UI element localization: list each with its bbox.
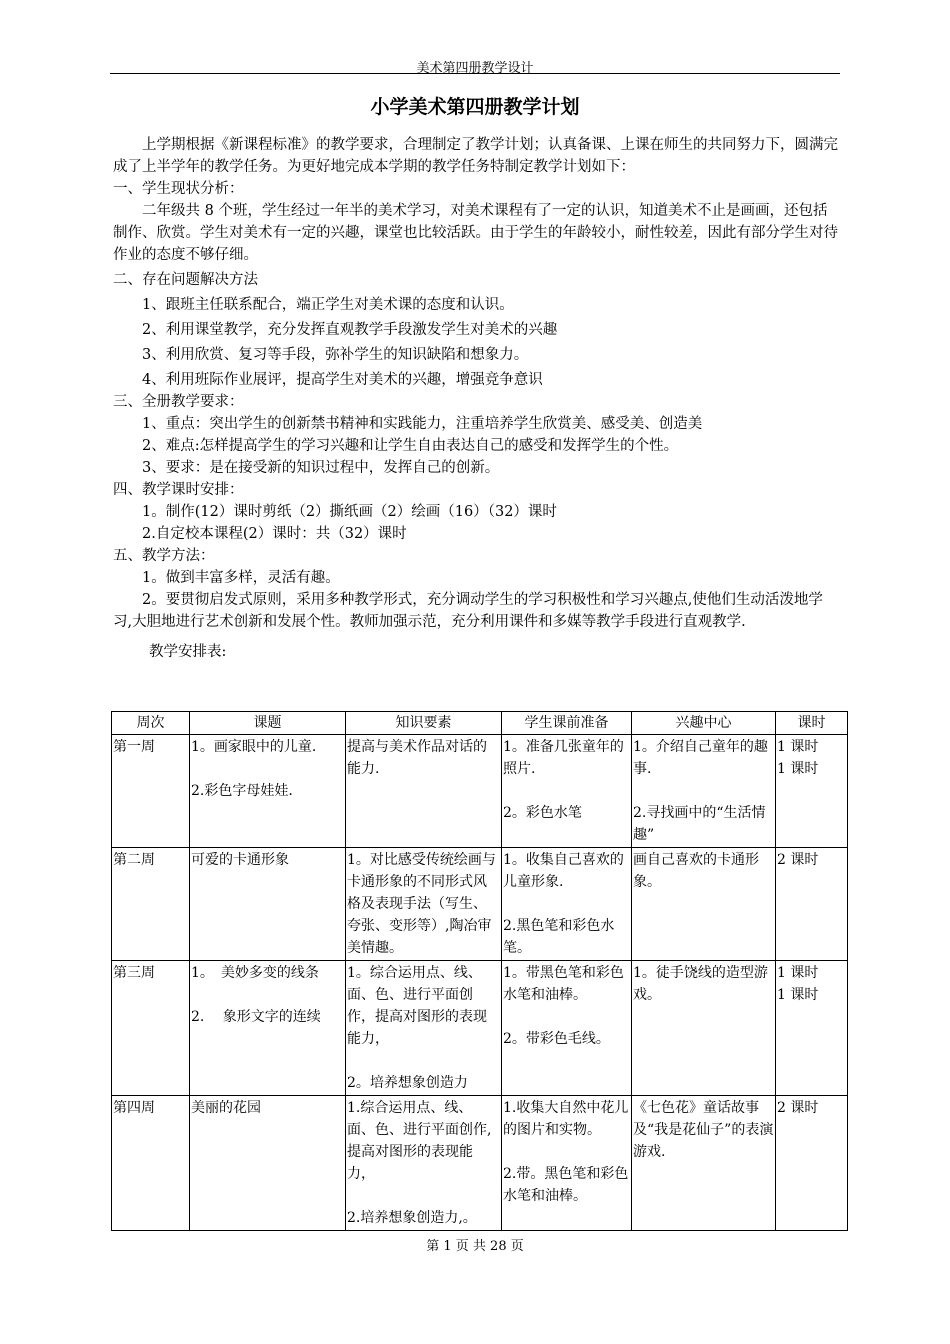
section-1-text: 二年级共 8 个班，学生经过一年半的美术学习，对美术课程有了一定的认识，知道美术不止是画画，还包括制作、欣赏。学生对美术有一定的兴趣，课堂也比较活跃。由于学生的年龄较小，耐性较差，因此有部分学生对待作业的态度不够仔细。 [113,203,838,263]
section-2-heading: 二、存在问题解决方法 [113,272,258,288]
topic-cell [190,1096,346,1231]
hours-line: 1 课时 [777,761,819,777]
hours-line: 1 课时 [777,987,819,1003]
column-header-prep: 学生课前准备 [502,712,632,735]
topic-cell [190,961,346,1096]
section-2-item: 4、利用班际作业展评，提高学生对美术的兴趣，增强竞争意识 [142,372,543,388]
prep-line: 1。收集自己喜欢的儿童形象. [503,852,624,890]
knowledge-line: 1。对比感受传统绘画与卡通形象的不同形式风格及表现手法（写生、夸张、变形等）,陶冶审美情趣。 [347,852,496,956]
knowledge-line: 1。综合运用点、线、面、色、进行平面创作，提高对图形的表现能力， [347,965,487,1047]
section-3-item: 2、难点:怎样提高学生的学习兴趣和让学生自由表达自己的感受和发挥学生的个性。 [142,438,679,454]
prep-cell [502,961,632,1096]
knowledge-cell [346,735,502,848]
prep-cell [502,848,632,961]
section-3-item: 3、要求：是在接受新的知识过程中，发挥自己的创新。 [142,460,500,476]
schedule-table [111,711,848,1231]
knowledge-line: 2。培养想象创造力 [347,1075,468,1091]
interest-line: 1。介绍自己童年的趣事. [633,739,768,777]
section-1-heading: 一、学生现状分析： [113,181,244,197]
interest-line: 1。徒手饶线的造型游戏。 [633,965,768,1003]
table-row [112,848,848,961]
week-cell: 第二周 [112,848,190,961]
section-4-heading: 四、教学课时安排： [113,482,244,498]
prep-line: 1。带黑色笔和彩色水笔和油棒。 [503,965,624,1003]
intro-paragraph: 上学期根据《新课程标准》的教学要求，合理制定了教学计划；认真备课、上课在师生的共同努力下，圆满完成了上半学年的教学任务。为更好地完成本学期的教学任务特制定教学计划如下： [113,137,838,175]
interest-cell [632,1096,776,1231]
interest-line: 2.寻找画中的“生活情趣” [633,805,766,843]
section-5-heading: 五、教学方法： [113,548,215,564]
hours-line: 1 课时 [777,965,819,981]
section-5-item-1: 1。做到丰富多样，灵活有趣。 [142,570,340,586]
section-3-item: 1、重点：突出学生的创新禁书精神和实践能力，注重培养学生欣赏美、感受美、创造美 [142,416,703,432]
topic-cell [190,735,346,848]
prep-cell [502,735,632,848]
column-header-knowledge: 知识要素 [346,712,502,735]
page-header: 美术第四册教学设计 [416,61,534,76]
topic-cell [190,848,346,961]
document-body [113,134,840,663]
section-2-item: 3、利用欣赏、复习等手段，弥补学生的知识缺陷和想象力。 [142,347,529,363]
prep-line: 2.黑色笔和彩色水笔。 [503,918,615,956]
topic-line: 1。 美妙多变的线条 [191,965,319,981]
prep-line: 2。彩色水笔 [503,805,582,821]
hours-line: 2 课时 [777,852,819,868]
interest-cell [632,848,776,961]
hours-line: 2 课时 [777,1100,819,1116]
section-5-item-2: 2。要贯彻启发式原则，采用多种教学形式，充分调动学生的学习积极性和学习兴趣点,使他们生动活泼地学习,大胆地进行艺术创新和发展个性。教师加强示范，充分利用课件和多媒等教学手段进行直观教学. [113,592,823,630]
interest-line: 画自己喜欢的卡通形象。 [633,852,759,890]
hours-cell [776,848,848,961]
prep-cell [502,1096,632,1231]
topic-line: 美丽的花园 [191,1100,261,1116]
knowledge-cell [346,1096,502,1231]
column-header-interest: 兴趣中心 [632,712,776,735]
section-4-item: 2.自定校本课程(2）课时：共（32）课时 [142,526,407,542]
topic-line: 1。画家眼中的儿童. [191,739,317,755]
prep-line: 1.收集大自然中花儿的图片和实物。 [503,1100,629,1138]
knowledge-cell [346,961,502,1096]
document-title: 小学美术第四册教学计划 [370,96,580,118]
hours-line: 1 课时 [777,739,819,755]
prep-line: 2。带彩色毛线。 [503,1031,610,1047]
section-4-item: 1。制作(12）课时剪纸（2）撕纸画（2）绘画（16）（32）课时 [142,504,557,520]
column-header-week: 周次 [112,712,190,735]
prep-line: 2.带。黑色笔和彩色水笔和油棒。 [503,1166,629,1204]
section-2-item: 2、利用课堂教学，充分发挥直观教学手段激发学生对美术的兴趣 [142,322,558,338]
interest-line: 《七色花》童话故事及“我是花仙子”的表演游戏. [633,1100,774,1160]
knowledge-cell [346,848,502,961]
table-row [112,735,848,848]
topic-line: 2.彩色字母娃娃. [191,783,293,799]
topic-line: 可爱的卡通形象 [191,852,289,868]
section-2-item: 1、跟班主任联系配合，端正学生对美术课的态度和认识。 [142,297,514,313]
table-intro: 教学安排表: [149,644,227,660]
topic-line: 2. 象形文字的连续 [191,1009,321,1025]
section-3-heading: 三、全册教学要求： [113,394,244,410]
column-header-topic: 课题 [190,712,346,735]
table-header-row [112,712,848,735]
table-row [112,1096,848,1231]
week-cell: 第四周 [112,1096,190,1231]
hours-cell [776,961,848,1096]
hours-cell [776,1096,848,1231]
knowledge-line: 1.综合运用点、线、面、色、进行平面创作,提高对图形的表现能力， [347,1100,492,1182]
prep-line: 1。准备几张童年的照片. [503,739,624,777]
header-rule [110,73,840,74]
week-cell: 第一周 [112,735,190,848]
interest-cell [632,961,776,1096]
hours-cell [776,735,848,848]
table-row [112,961,848,1096]
column-header-hours: 课时 [776,712,848,735]
page-footer: 第 1 页 共 28 页 [426,1239,524,1254]
knowledge-line: 2.培养想象创造力,。 [347,1210,477,1226]
week-cell: 第三周 [112,961,190,1096]
interest-cell [632,735,776,848]
knowledge-line: 提高与美术作品对话的能力. [347,739,487,777]
